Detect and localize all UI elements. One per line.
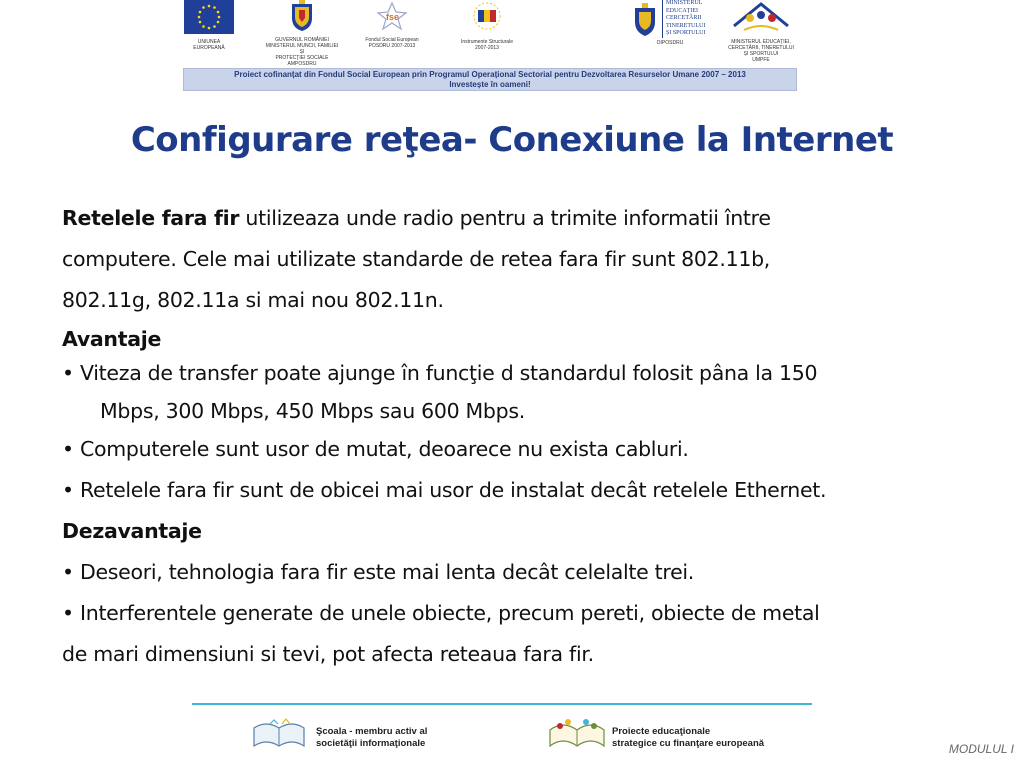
umpfe-logo-icon — [728, 0, 794, 34]
open-book-icon — [250, 718, 308, 752]
advantage-2: • Computerele sunt usor de mutat, deoarece nu exista cabluri. — [62, 437, 689, 461]
header-logos — [0, 0, 1024, 66]
advantage-1-line-2: Mbps, 300 Mbps, 450 Mbps sau 600 Mbps. — [100, 399, 525, 423]
intro-term: Retelele fara fir — [62, 206, 240, 230]
umpfe-logo — [724, 0, 798, 63]
footer-left-logo — [250, 718, 450, 758]
disadvantage-1: • Deseori, tehnologia fara fir este mai lenta decât celelalte trei. — [62, 560, 695, 584]
ministry-text: MINISTERUL EDUCAȚIEI CERCETĂRII TINERETULUI ȘI SPORTULUI — [662, 0, 705, 38]
fse-logo — [362, 0, 422, 49]
umpfe-caption: MINISTERUL EDUCAȚIEI, CERCETĂRII, TINERETULUI ȘI SPORTULUI UMPFE — [728, 39, 794, 63]
government-logo — [264, 0, 340, 67]
slide-title: Configurare reţea- Conexiune la Internet — [130, 120, 894, 160]
slide-body — [62, 198, 962, 675]
eu-logo — [183, 0, 235, 51]
intro-line-2: computere. Cele mai utilizate standarde de retea fara fir sunt 802.11b, — [62, 247, 771, 271]
module-label: MODULUL I — [948, 742, 1014, 756]
government-caption: GUVERNUL ROMÂNIEI MINISTERUL MUNCII, FAMILIEI ȘI PROTECȚIEI SOCIALE AMPOSDRU — [265, 37, 339, 67]
ministry-caption: OIPOSDRU — [656, 40, 684, 46]
banner-line-2: Investește în oameni! — [449, 80, 531, 89]
ministry-logo — [630, 0, 710, 46]
structural-instruments-icon — [469, 0, 505, 34]
advantages-heading: Avantaje — [62, 327, 162, 351]
cofinancing-banner — [183, 68, 797, 91]
intro-line-3: 802.11g, 802.11a si mai nou 802.11n. — [62, 288, 444, 312]
footer-right-text: Proiecte educaţionale strategice cu finanţare europeană — [612, 726, 765, 749]
banner-line-1: Proiect cofinanțat din Fondul Social European prin Programul Operațional Sectorial pentru Dezvoltarea Resurselor Umane 2007 – 2013 — [234, 70, 746, 79]
disadvantages-heading: Dezavantaje — [62, 519, 202, 543]
disadvantage-2-line-2: de mari dimensiuni si tevi, pot afecta reteaua fara fir. — [62, 642, 594, 666]
svg-text:fse: fse — [386, 12, 400, 22]
advantage-3: • Retelele fara fir sunt de obicei mai usor de instalat decât retelele Ethernet. — [62, 478, 827, 502]
footer-left-text: Şcoala - membru activ al societăţii informaţionale — [316, 726, 428, 749]
structural-instruments-logo — [454, 0, 520, 51]
eu-flag-icon — [184, 0, 234, 34]
intro-text: utilizeaza unde radio pentru a trimite informatii între — [239, 206, 771, 230]
intro-line-1 — [62, 198, 962, 239]
structural-caption: Instrumente Structurale 2007-2013 — [461, 39, 513, 51]
footer-divider — [192, 703, 812, 705]
romanian-coat-of-arms-icon — [290, 0, 314, 32]
eu-caption: UNIUNEA EUROPEANĂ — [193, 39, 225, 51]
footer-right-logo — [546, 718, 776, 758]
advantage-1-line-1: • Viteza de transfer poate ajunge în funcţie d standardul folosit pâna la 150 — [62, 361, 818, 385]
ministry-education-crest-icon — [632, 2, 658, 38]
fse-logo-icon — [372, 0, 412, 32]
disadvantage-2-line-1: • Interferentele generate de unele obiecte, precum pereti, obiecte de metal — [62, 601, 820, 625]
colorful-book-icon — [546, 718, 608, 752]
fse-caption: Fondul Social European POSDRU 2007-2013 — [365, 37, 419, 49]
